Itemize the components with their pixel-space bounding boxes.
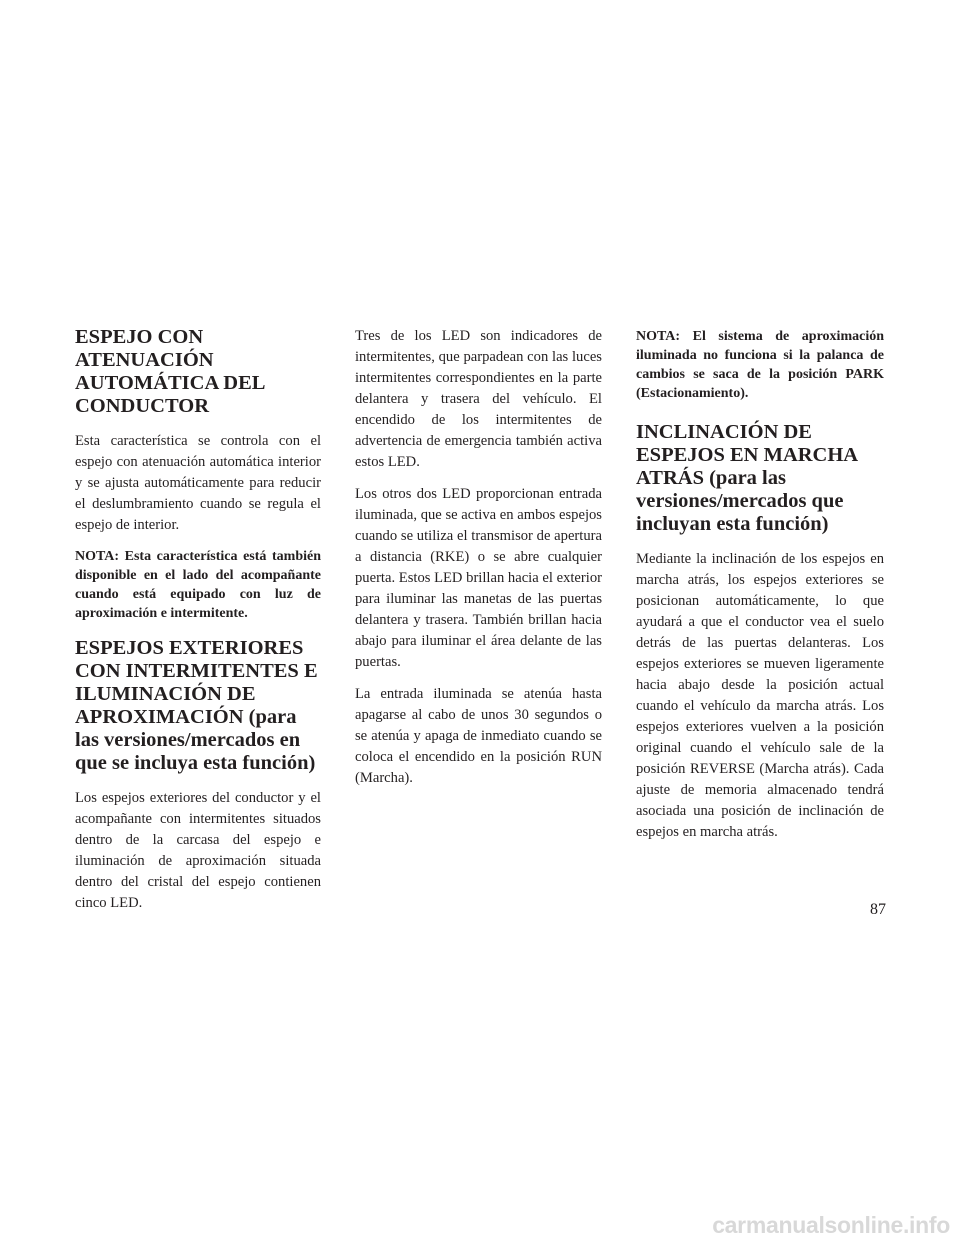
paragraph-five-led: Los espejos exteriores del conductor y el acompañante con intermitentes situados dentro de la carcasa del espejo e iluminación de aproximación situada dentro del cristal del espejo contienen cinco LED. (75, 790, 321, 911)
watermark-logo: carmanualsonline.info (712, 1212, 950, 1238)
section-heading-exterior-mirrors-signals: ESPEJOS EXTERIORES CON INTERMITENTES E ILUMINACIÓN DE APROXIMACIÓN (para las versiones/mercados en que se incluya esta función) (75, 637, 318, 774)
section-heading-reverse-tilt-mirrors: INCLINACIÓN DE ESPEJOS EN MARCHA ATRÁS (para las versiones/mercados que incluyan esta función) (636, 421, 857, 535)
section-heading-auto-dimming-mirror: ESPEJO CON ATENUACIÓN AUTOMÁTICA DEL CONDUCTOR (75, 326, 265, 417)
column-left (75, 326, 321, 925)
paragraph-reverse-tilt-description: Mediante la inclinación de los espejos en marcha atrás, los espejos exteriores se posicionan automáticamente, lo que ayudará a que el conductor vea el suelo detrás de las puertas delanteras. Los espejos exteriores se mueven ligeramente hacia abajo desde la posición actual cuando el vehículo da marcha atrás. Los espejos exteriores vuelven a la posición original cuando el vehículo sale de la posición REVERSE (Marcha atrás). Cada ajuste de memoria almacenado tendrá asociada una posición de inclinación de espejos en marcha atrás. (636, 551, 884, 840)
paragraph-illuminated-entry-fade: La entrada iluminada se atenúa hasta apagarse al cabo de unos 30 segundos o se atenúa y apaga de inmediato cuando se coloca el encendido en la posición RUN (Marcha). (355, 686, 602, 786)
note-passenger-side: NOTA: Esta característica está también disponible en el lado del acompañante cuando está equipado con luz de aproximación e intermitente. (75, 549, 321, 621)
column-middle (355, 326, 602, 800)
note-approach-lighting-park: NOTA: El sistema de aproximación iluminada no funciona si la palanca de cambios se saca de la posición PARK (Estacionamiento). (636, 329, 884, 401)
paragraph-illuminated-entry-leds: Los otros dos LED proporcionan entrada iluminada, que se activa en ambos espejos cuando se utiliza el transmisor de apertura a distancia (RKE) o se abre cualquier puerta. Estos LED brillan hacia el exterior para iluminar las manetas de las puertas delantera y trasera. También brillan hacia abajo para iluminar el área delante de las puertas. (355, 486, 602, 670)
paragraph-auto-dimming-description: Esta característica se controla con el espejo con atenuación automática interior y se ajusta automáticamente para reducir el deslumbramiento cuando se regula el espejo de interior. (75, 433, 321, 533)
column-right (636, 326, 884, 854)
page-number: 87 (870, 901, 886, 918)
paragraph-turn-signal-leds: Tres de los LED son indicadores de intermitentes, que parpadean con las luces intermitentes correspondientes en la parte delantera y trasera del vehículo. El encendido de los intermitentes de advertencia de emergencia también activa estos LED. (355, 328, 602, 470)
